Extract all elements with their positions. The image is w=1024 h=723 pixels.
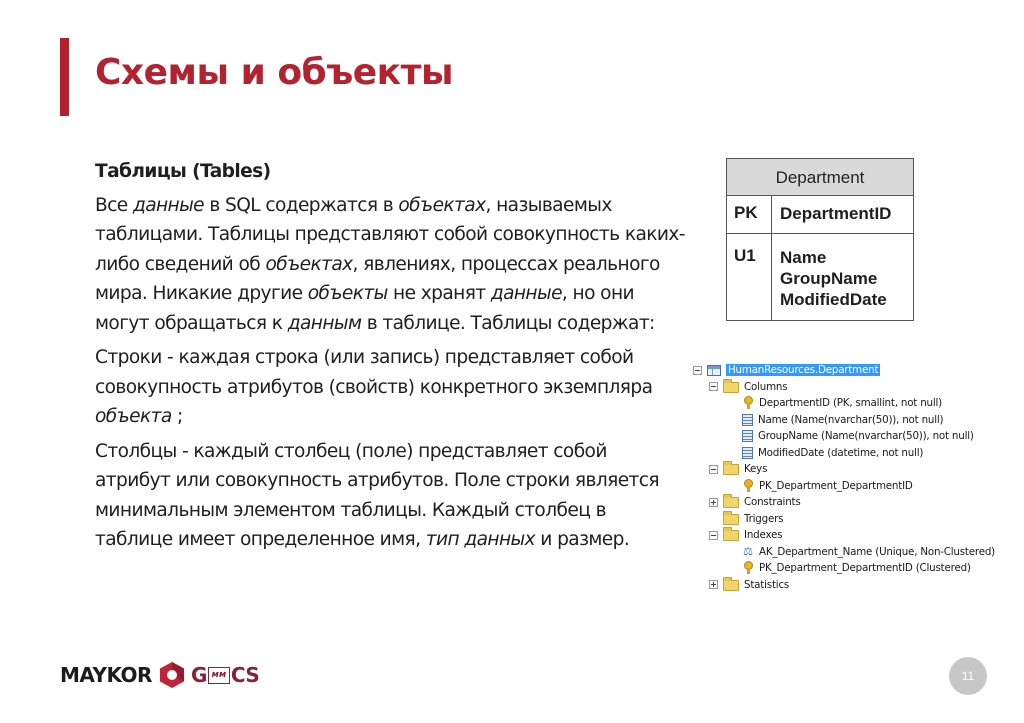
- text-span: не хранят: [387, 283, 491, 304]
- tree-folder-triggers[interactable]: [693, 511, 995, 528]
- text-span: и размер.: [534, 529, 630, 550]
- tree-node-label[interactable]: Statistics: [744, 578, 790, 591]
- column-icon: [742, 430, 753, 442]
- paragraph-intro: [95, 191, 685, 339]
- tree-node-label[interactable]: Indexes: [744, 529, 783, 542]
- key-icon: [742, 396, 754, 410]
- tree-folder-constraints[interactable]: [693, 494, 995, 511]
- tree-node-label[interactable]: Keys: [744, 463, 768, 476]
- tree-node-label[interactable]: DepartmentID (PK, smallint, not null): [759, 397, 942, 410]
- entity-field: ModifiedDate: [780, 290, 887, 309]
- logo-box-icon: мм: [208, 667, 230, 684]
- entity-key-label: U1: [727, 234, 772, 320]
- tree-node-label[interactable]: AK_Department_Name (Unique, Non-Clustered): [759, 545, 995, 558]
- text-span: Строки - каждая строка (или запись) представляет собой совокупность атрибутов (свойств) конкретного экземпляра: [95, 347, 653, 398]
- page-number-badge: 11: [949, 657, 987, 695]
- key-icon: [742, 479, 754, 493]
- collapse-icon[interactable]: [693, 366, 702, 375]
- page-title: Схемы и объекты: [95, 52, 454, 93]
- logo-text-cs: CS: [230, 663, 260, 687]
- text-italic: объекты: [307, 283, 388, 304]
- collapse-icon[interactable]: [709, 465, 718, 474]
- text-span: , называемых таблицами. Таблицы представляют собой совокупность каких-либо сведений об: [95, 194, 685, 275]
- tree-item-index[interactable]: [693, 560, 995, 577]
- entity-key-label: PK: [727, 196, 772, 233]
- tree-item-column[interactable]: [693, 445, 995, 462]
- text-span: Столбцы - каждый столбец (поле) представляет собой атрибут или совокупность атрибутов. Поле строки является минимальным элементом таблицы. Каждый столбец в таблице имеет определенное имя,: [95, 440, 659, 550]
- tree-item-column[interactable]: [693, 395, 995, 412]
- tree-node-label[interactable]: GroupName (Name(nvarchar(50)), not null): [758, 430, 974, 443]
- text-italic: данные: [132, 194, 205, 216]
- column-icon: [742, 414, 753, 426]
- title-accent-bar: [60, 38, 69, 116]
- folder-icon: [723, 530, 739, 541]
- object-explorer-tree: [693, 362, 995, 593]
- table-icon: [707, 365, 721, 376]
- text-italic: объектах: [398, 194, 486, 216]
- tree-folder-indexes[interactable]: [693, 527, 995, 544]
- text-italic: данные: [490, 283, 562, 304]
- tree-item-column[interactable]: [693, 412, 995, 429]
- tree-item-key[interactable]: [693, 478, 995, 495]
- tree-node-table[interactable]: [693, 362, 995, 379]
- entity-diagram-department: [726, 158, 914, 321]
- folder-icon: [723, 580, 739, 591]
- tree-item-index[interactable]: [693, 544, 995, 561]
- text-span: в SQL содержатся в: [204, 194, 399, 216]
- text-span: , но они могут обращаться к: [95, 283, 635, 334]
- tree-node-label[interactable]: ModifiedDate (datetime, not null): [758, 446, 924, 459]
- column-icon: [742, 447, 753, 459]
- tree-folder-columns[interactable]: [693, 379, 995, 396]
- tree-node-label[interactable]: PK_Department_DepartmentID (Clustered): [759, 562, 971, 575]
- tree-node-label[interactable]: Columns: [744, 380, 788, 393]
- company-logo: [60, 661, 259, 689]
- entity-field: Name: [780, 248, 827, 267]
- paragraph-rows: [95, 343, 685, 432]
- index-icon: ⚖: [743, 544, 753, 558]
- text-span: в таблице. Таблицы содержат:: [361, 312, 655, 334]
- paragraph-columns: [95, 437, 685, 555]
- logo-text-maykor: MAYKOR: [60, 663, 152, 687]
- text-italic: тип данных: [425, 529, 535, 550]
- folder-icon: [723, 382, 739, 393]
- text-italic: объекта: [95, 406, 172, 427]
- tree-node-label[interactable]: HumanResources.Department: [728, 364, 879, 377]
- text-italic: объектах: [265, 253, 353, 275]
- collapse-icon[interactable]: [709, 531, 718, 540]
- section-heading: Таблицы (Tables): [95, 161, 271, 182]
- folder-icon: [723, 497, 739, 508]
- entity-name: Department: [727, 159, 913, 196]
- logo-text-g: G: [190, 663, 207, 687]
- key-icon: [742, 561, 754, 575]
- tree-node-label[interactable]: Constraints: [744, 496, 801, 509]
- body-text: [95, 157, 685, 560]
- tree-node-label[interactable]: Name (Name(nvarchar(50)), not null): [758, 413, 944, 426]
- collapse-icon[interactable]: [709, 382, 718, 391]
- expand-icon[interactable]: [709, 580, 718, 589]
- entity-fields: [772, 234, 913, 320]
- tree-folder-statistics[interactable]: [693, 577, 995, 594]
- entity-row-pk: [727, 196, 913, 234]
- text-span: ;: [171, 406, 183, 427]
- tree-node-label[interactable]: PK_Department_DepartmentID: [759, 479, 913, 492]
- text-span: , явлениях, процессах реального мира. Никакие другие: [95, 253, 660, 304]
- expand-icon[interactable]: [709, 498, 718, 507]
- folder-icon: [723, 464, 739, 475]
- tree-folder-keys[interactable]: [693, 461, 995, 478]
- text-italic: данным: [287, 312, 362, 334]
- folder-icon: [723, 514, 739, 525]
- entity-fields: [772, 196, 913, 233]
- text-span: Все: [95, 194, 133, 216]
- entity-field: DepartmentID: [780, 204, 892, 223]
- entity-field: GroupName: [780, 269, 878, 288]
- entity-row-u1: [727, 234, 913, 320]
- tree-node-label[interactable]: Triggers: [744, 512, 784, 525]
- tree-item-column[interactable]: [693, 428, 995, 445]
- hexagon-logo-icon: [159, 661, 185, 689]
